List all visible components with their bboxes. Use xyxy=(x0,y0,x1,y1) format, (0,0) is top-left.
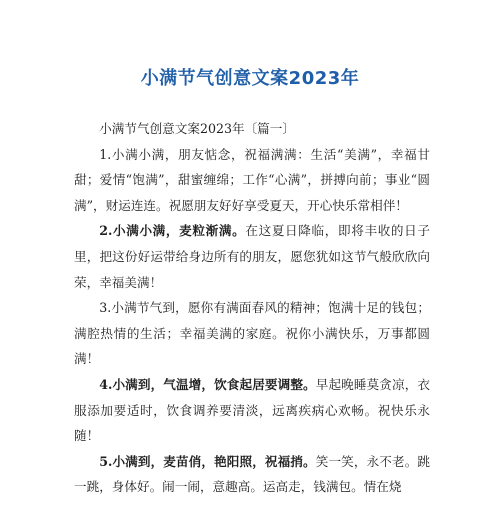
paragraph-text: 笑一笑，永不老。跳一跳，身体好。闹一闹，意趣高。运高走，钱满包。情在烧 xyxy=(74,453,430,495)
paragraph-lead: 2.小满小满，麦粒渐满。 xyxy=(99,223,246,239)
paragraph-5 xyxy=(74,449,430,500)
document-subtitle: 小满节气创意文案2023年〔篇一〕 xyxy=(99,121,295,136)
paragraph-lead: 4.小满到，气温增，饮食起居要调整。 xyxy=(99,376,316,392)
paragraph-text: 1.小满小满，朋友惦念，祝福满满：生活“美满”，幸福甘甜；爱情“饱满”，甜蜜缠绵；工作“心满”，拼搏向前；事业“圆满”，财运连连。祝愿朋友好好享受夏天，开心快乐常相伴！ xyxy=(74,146,430,213)
paragraph-text: 早起晚睡莫贪凉，衣服添加要适时，饮食调养要清淡，远离疾病心欢畅。祝快乐永随！ xyxy=(74,376,430,444)
document-title: 小满节气创意文案2023年 xyxy=(140,68,360,89)
paragraph-4 xyxy=(74,372,430,449)
paragraph-2 xyxy=(74,218,430,295)
paragraph-3 xyxy=(74,295,430,372)
paragraph-1 xyxy=(74,142,430,219)
paragraph-text: 3.小满节气到，愿你有满面春风的精神；饱满十足的钱包；满腔热情的生活；幸福美满的家庭。祝你小满快乐，万事都圆满！ xyxy=(74,300,430,367)
paragraph-lead: 5.小满到，麦苗俏，艳阳照，祝福捎。 xyxy=(99,453,316,469)
paragraph-text: 在这夏日降临，即将丰收的日子里，把这份好运带给身边所有的朋友，愿您犹如这节气般欣欣向荣，幸福美满！ xyxy=(74,223,431,290)
document-body xyxy=(74,116,430,500)
